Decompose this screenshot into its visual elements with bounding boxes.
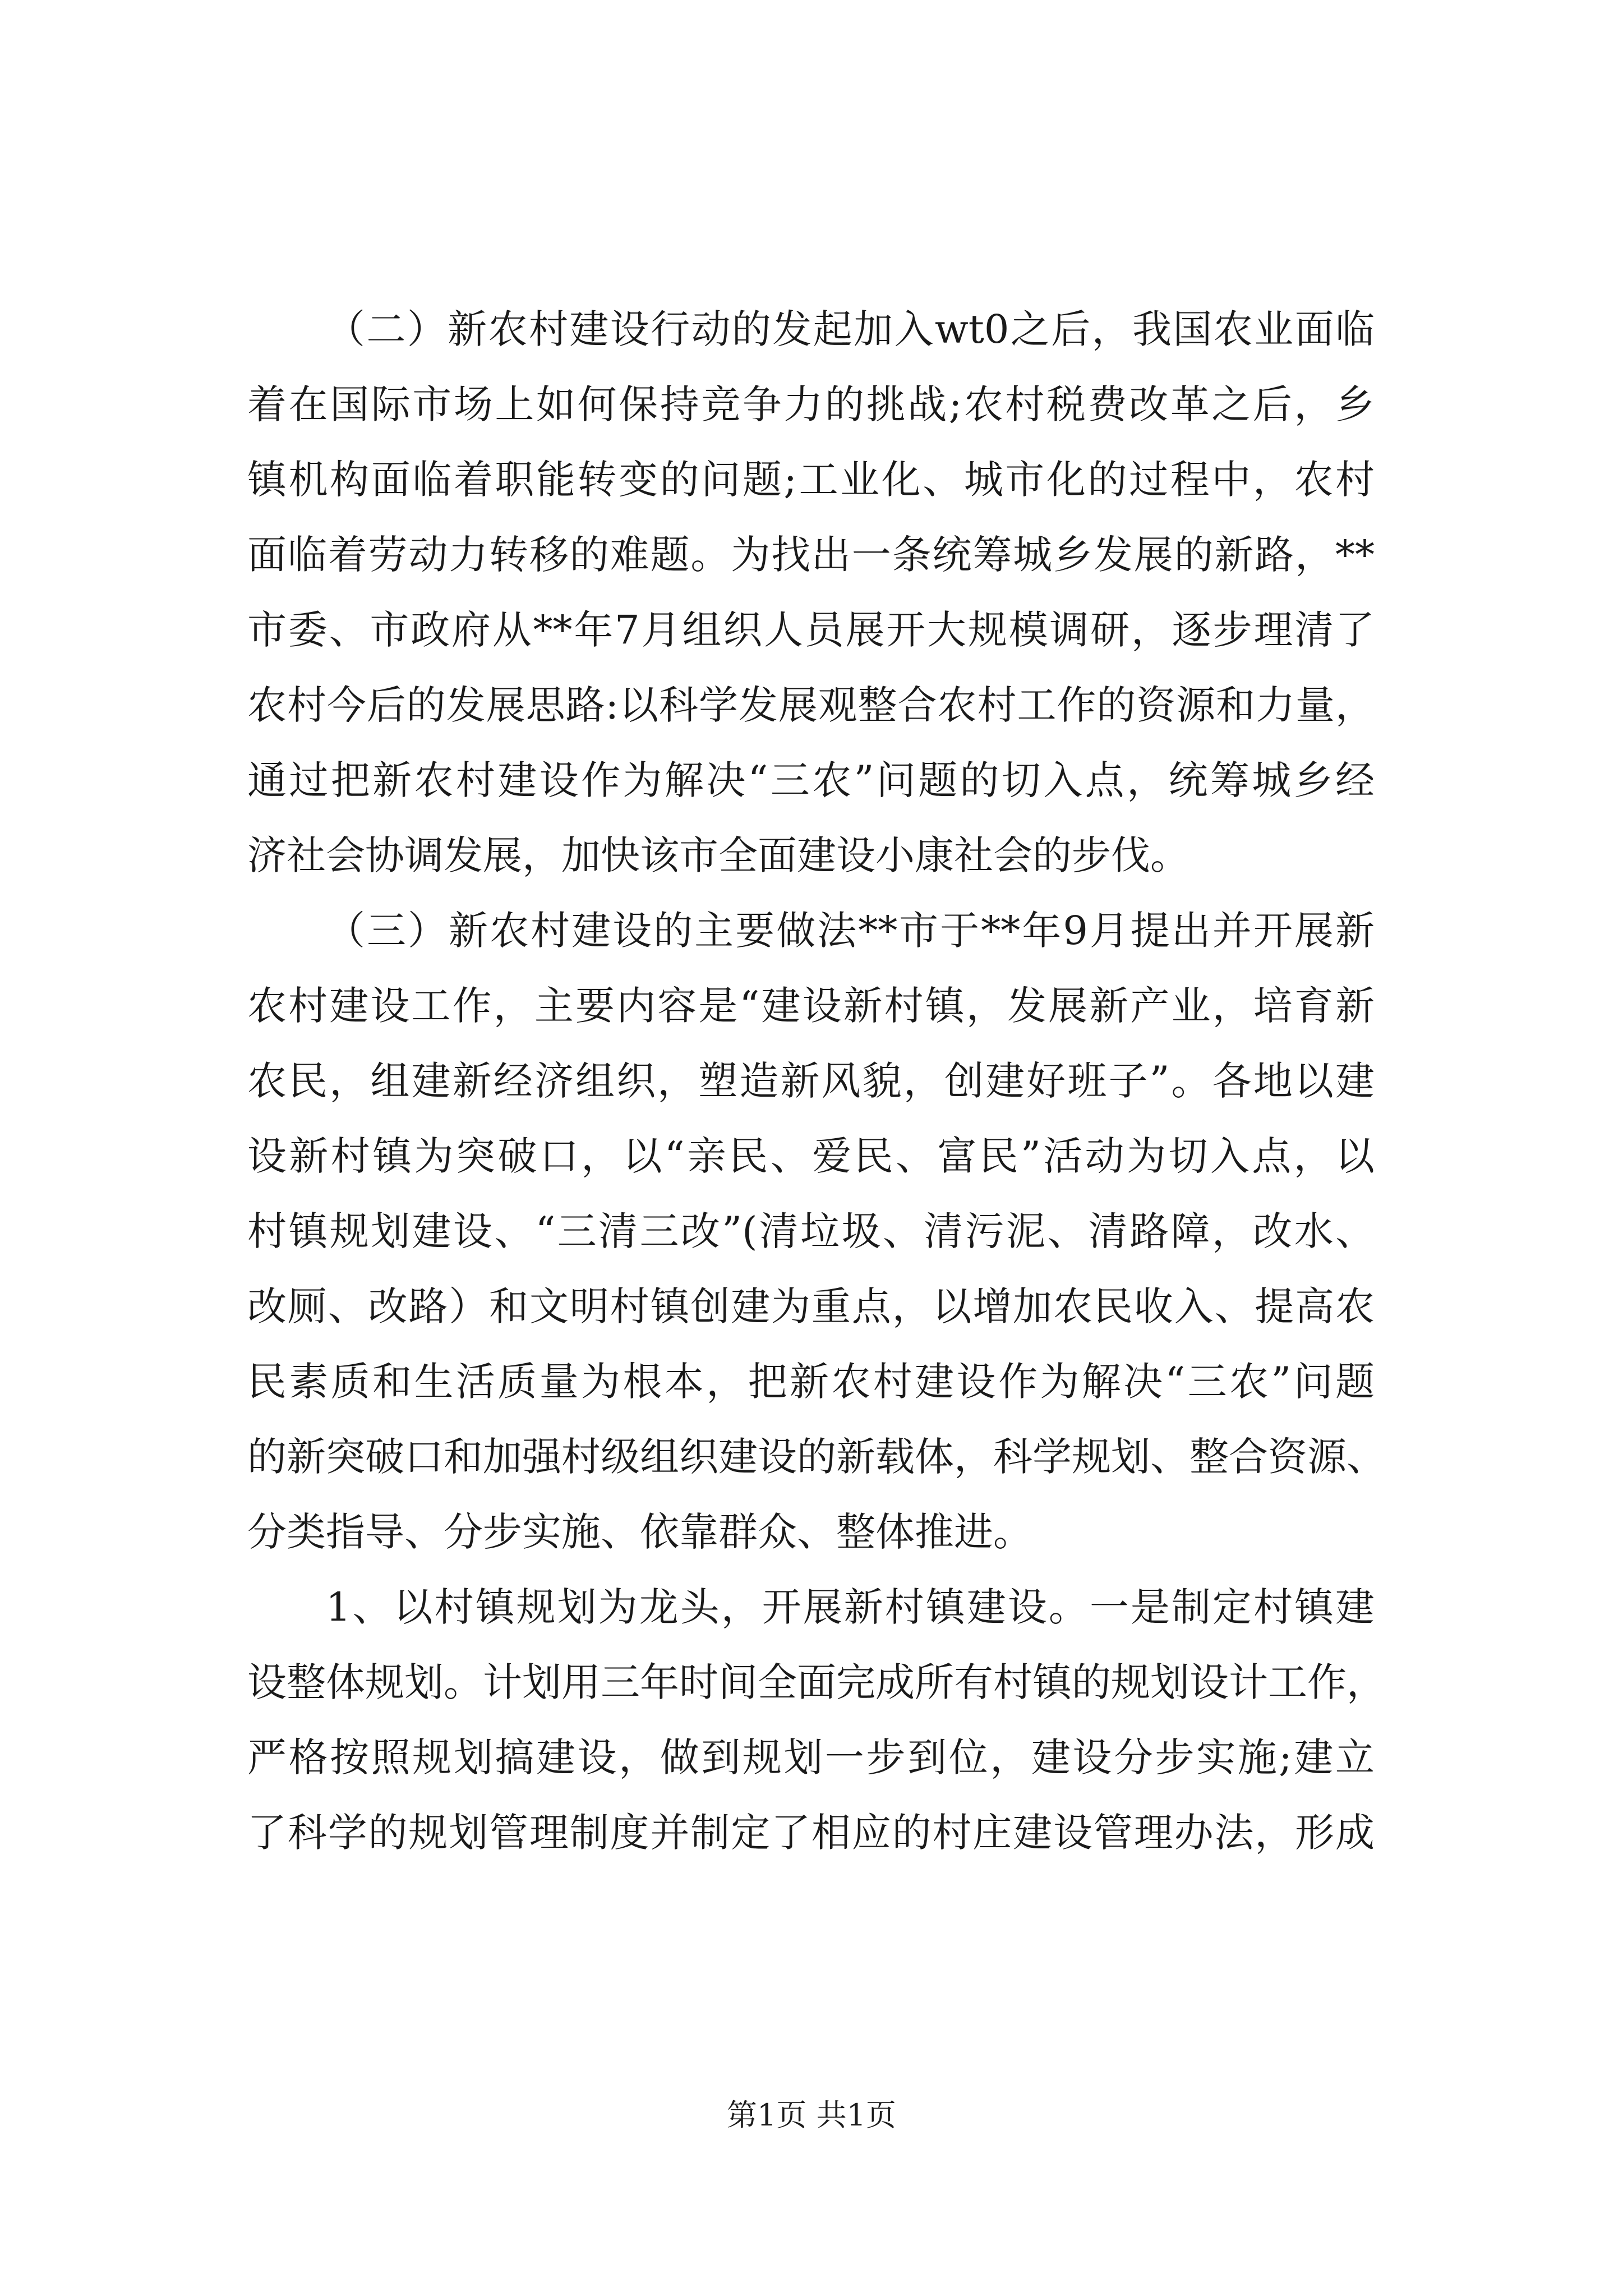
text-line: 改厕、改路）和文明村镇创建为重点，以增加农民收入、提高农 <box>247 1283 1375 1329</box>
text-line: 农民，组建新经济组织，塑造新风貌，创建好班子”。各地以建 <box>247 1058 1375 1104</box>
text-line: 济社会协调发展，加快该市全面建设小康社会的步伐。 <box>247 832 1189 878</box>
text-line: 的新突破口和加强村级组织建设的新载体，科学规划、整合资源、 <box>247 1434 1386 1480</box>
page-footer <box>0 2096 1623 2135</box>
text-line: 1、以村镇规划为龙头，开展新村镇建设。一是制定村镇建 <box>326 1584 1375 1630</box>
text-line: 严格按照规划搞建设，做到规划一步到位，建设分步实施;建立 <box>247 1734 1375 1780</box>
paragraph <box>247 292 1375 893</box>
text-line: 着在国际市场上如何保持竞争力的挑战;农村税费改革之后，乡 <box>247 381 1375 427</box>
text-line: 设新村镇为突破口，以“亲民、爱民、富民”活动为切入点，以 <box>247 1133 1375 1179</box>
text-line: 市委、市政府从**年7月组织人员展开大规模调研，逐步理清了 <box>247 607 1375 653</box>
text-line: 民素质和生活质量为根本，把新农村建设作为解决“三农”问题 <box>247 1359 1375 1405</box>
paragraph <box>247 1570 1386 1870</box>
text-line: 设整体规划。计划用三年时间全面完成所有村镇的规划设计工作， <box>247 1659 1386 1705</box>
page-number-label: 第1页 共1页 <box>727 2097 896 2133</box>
text-line: 了科学的规划管理制度并制定了相应的村庄建设管理办法，形成 <box>247 1810 1375 1856</box>
text-line: 农村建设工作，主要内容是“建设新村镇，发展新产业，培育新 <box>247 983 1375 1029</box>
text-line: 镇机构面临着职能转变的问题;工业化、城市化的过程中，农村 <box>247 457 1375 503</box>
text-line: 分类指导、分步实施、依靠群众、整体推进。 <box>247 1509 1032 1555</box>
text-line: （三）新农村建设的主要做法**市于**年9月提出并开展新 <box>326 908 1375 954</box>
text-line: 村镇规划建设、“三清三改”(清垃圾、清污泥、清路障，改水、 <box>247 1208 1375 1254</box>
text-line: 面临着劳动力转移的难题。为找出一条统筹城乡发展的新路，** <box>247 532 1375 578</box>
document-body <box>247 292 1386 1870</box>
text-line: 通过把新农村建设作为解决“三农”问题的切入点，统筹城乡经 <box>247 757 1375 803</box>
paragraph <box>247 893 1386 1570</box>
text-line: 农村今后的发展思路:以科学发展观整合农村工作的资源和力量， <box>247 682 1375 728</box>
text-line: （二）新农村建设行动的发起加入wt0之后，我国农业面临 <box>326 306 1375 352</box>
